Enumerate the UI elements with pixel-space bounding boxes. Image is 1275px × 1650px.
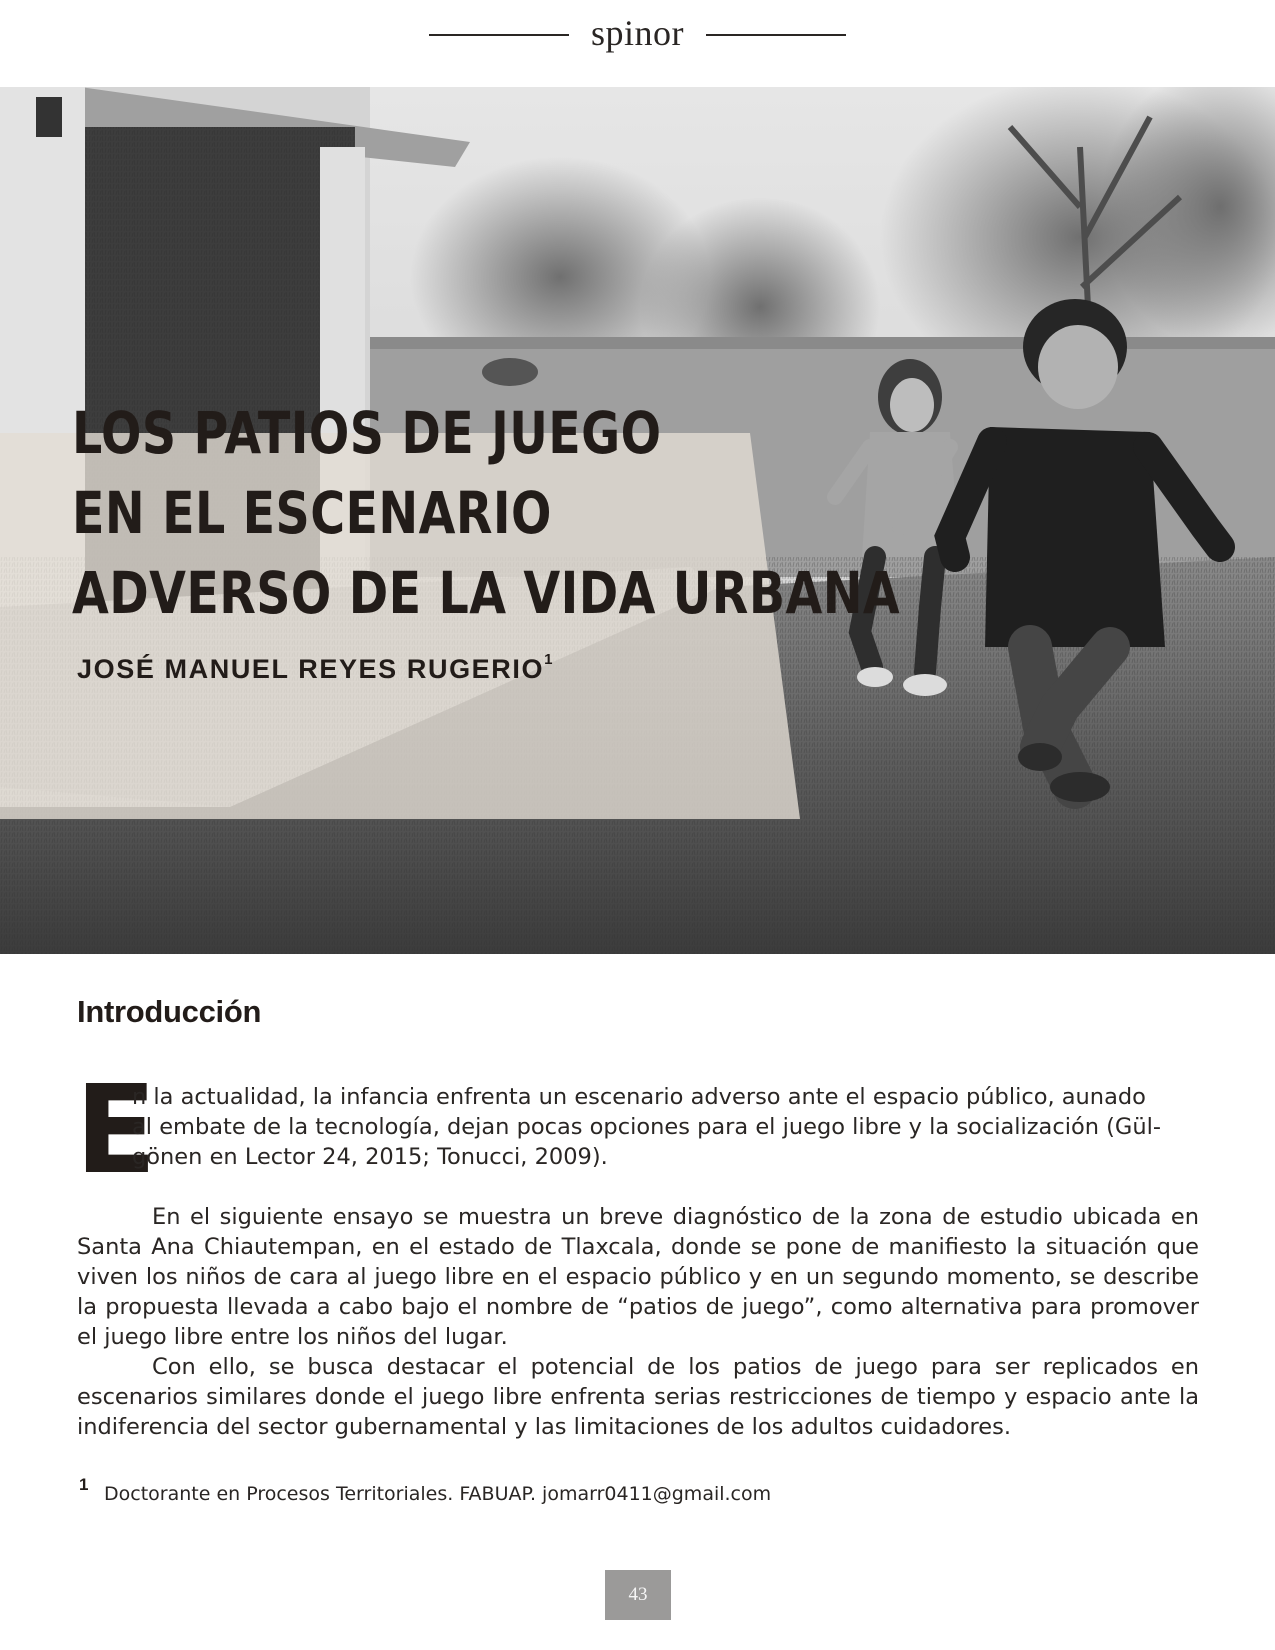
magazine-logo: spinor — [591, 13, 684, 53]
footnote-text: Doctorante en Procesos Territoriales. FABUAP. jomarr0411@gmail.com — [104, 1483, 772, 1505]
author-footnote-ref[interactable]: 1 — [544, 651, 553, 668]
section-heading: Introducción — [77, 994, 262, 1029]
article-title — [72, 393, 900, 633]
paragraph-2: En el siguiente ensayo se muestra un breve diagnóstico de la zona de estudio ubicada en Santa Ana Chiautempan, en el estado de Tlaxcala, donde se pone de manifiesto la situación que viven los niños de cara al juego libre en el espacio público y en un segundo momento, se describe la propuesta llevada a cabo bajo el nombre de “patios de juego”, como alternativa para promover el juego libre entre los niños del lugar. — [77, 1204, 1199, 1350]
page-number: 43 — [605, 1570, 671, 1620]
header-rule-right — [706, 34, 846, 36]
paragraph-3: Con ello, se busca destacar el potencial de los patios de juego para ser replicados en escenarios similares donde el juego libre enfrenta serias restricciones de tiempo y espacio ante la indiferencia del sector gubernamental y las limitaciones de los adultos cuidadores. — [77, 1354, 1199, 1440]
author-name: JOSÉ MANUEL REYES RUGERIO — [77, 654, 545, 684]
footnote-number: 1 — [79, 1475, 89, 1494]
header-rule-left — [429, 34, 569, 36]
article-author — [77, 651, 553, 685]
paragraph-1: n la actualidad, la infancia enfrenta un escenario adverso ante el espacio público, aunado al embate de la tecnología, dejan pocas opciones para el juego libre y la socialización (Gül-gönen en Lector 24, 2015; Tonucci, 2009). — [132, 1084, 1161, 1170]
title-line-2: EN EL ESCENARIO — [72, 479, 552, 547]
title-line-1: LOS PATIOS DE JUEGO — [72, 399, 662, 467]
magazine-header — [0, 10, 1275, 60]
drop-cap: E — [75, 1059, 157, 1201]
title-line-3: ADVERSO DE LA VIDA URBANA — [72, 559, 901, 627]
